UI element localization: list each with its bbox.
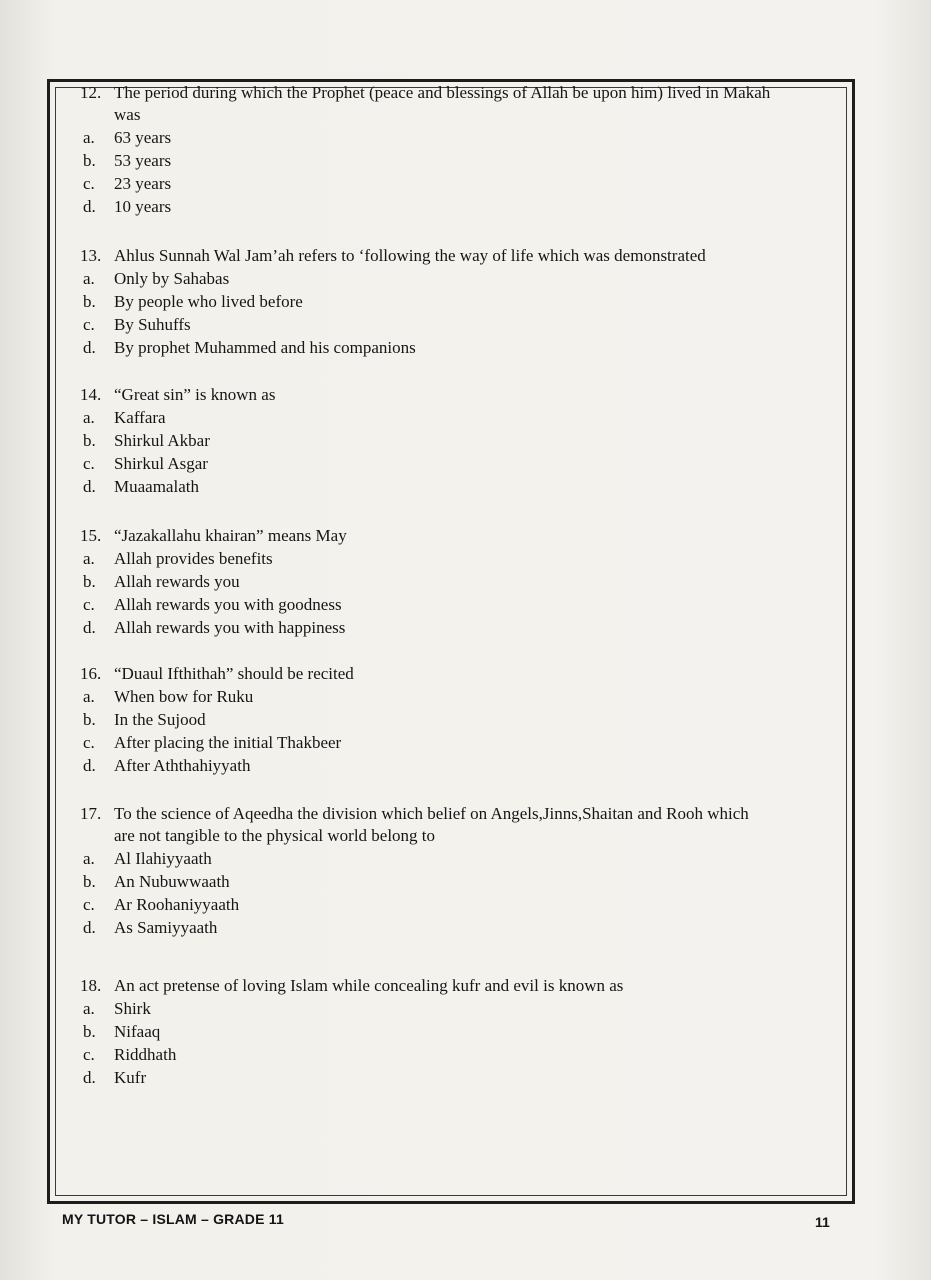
option-letter: d. [83,756,96,775]
option-letter: a. [83,687,95,706]
option-letter: c. [83,595,95,614]
option-b [80,1020,850,1043]
option-letter: d. [83,1068,96,1087]
option-text: Allah provides benefits [114,549,273,568]
option-letter: a. [83,128,95,147]
option-a [80,847,850,870]
option-text: 53 years [114,151,172,170]
option-b [80,570,850,593]
option-letter: c. [83,454,95,473]
option-a [80,997,850,1020]
option-letter: a. [83,408,95,427]
question-16 [80,662,850,777]
option-letter: d. [83,197,96,216]
question-text: An act pretense of loving Islam while concealing kufr and evil is known as [114,976,624,995]
option-text: Allah rewards you [114,572,240,591]
option-text: When bow for Ruku [114,687,254,706]
question-13 [80,244,850,359]
option-d [80,475,850,498]
question-number: 14. [80,385,102,404]
option-letter: c. [83,1045,95,1064]
option-text: Shirk [114,999,151,1018]
question-text: “Great sin” is known as [114,385,276,404]
option-text: Kufr [114,1068,147,1087]
option-letter: a. [83,549,95,568]
option-d [80,195,850,218]
option-b [80,290,850,313]
option-letter: d. [83,477,96,496]
option-d [80,754,850,777]
option-letter: b. [83,292,96,311]
option-letter: a. [83,999,95,1018]
option-letter: b. [83,151,96,170]
option-letter: c. [83,174,95,193]
option-letter: b. [83,572,96,591]
question-number: 15. [80,526,102,545]
option-letter: a. [83,269,95,288]
option-c [80,1043,850,1066]
page-number: 11 [815,1214,830,1230]
option-text: Allah rewards you with goodness [114,595,342,614]
question-number: 18. [80,976,102,995]
option-letter: b. [83,872,96,891]
question-text: “Duaul Ifthithah” should be recited [114,664,354,683]
option-a [80,267,850,290]
option-text: Ar Roohaniyyaath [114,895,240,914]
question-text: To the science of Aqeedha the division which belief on Angels,Jinns,Shaitan and Rooh which [114,804,749,823]
option-c [80,313,850,336]
option-letter: c. [83,895,95,914]
question-number: 12. [80,83,102,102]
option-d [80,336,850,359]
option-text: By prophet Muhammed and his companions [114,338,416,357]
option-text: As Samiyyaath [114,918,218,937]
option-text: 63 years [114,128,172,147]
option-b [80,429,850,452]
question-text: “Jazakallahu khairan” means May [114,526,347,545]
option-letter: b. [83,710,96,729]
option-text: By people who lived before [114,292,303,311]
option-text: Shirkul Akbar [114,431,210,450]
option-b [80,870,850,893]
option-c [80,593,850,616]
option-a [80,406,850,429]
option-letter: d. [83,618,96,637]
question-text-continued: are not tangible to the physical world belong to [114,826,436,845]
question-15 [80,524,850,639]
option-a [80,685,850,708]
question-number: 17. [80,804,102,823]
question-12 [80,81,850,218]
option-text: In the Sujood [114,710,206,729]
option-a [80,547,850,570]
option-letter: d. [83,338,96,357]
option-text: Nifaaq [114,1022,161,1041]
option-text: Kaffara [114,408,166,427]
question-number: 13. [80,246,102,265]
option-text: 10 years [114,197,172,216]
option-letter: c. [83,733,95,752]
option-letter: b. [83,431,96,450]
option-c [80,172,850,195]
option-d [80,616,850,639]
option-letter: a. [83,849,95,868]
option-text: After Aththahiyyath [114,756,251,775]
option-letter: b. [83,1022,96,1041]
footer-title: MY TUTOR – ISLAM – GRADE 11 [62,1211,284,1227]
option-text: After placing the initial Thakbeer [114,733,342,752]
option-d [80,1066,850,1089]
question-number: 16. [80,664,102,683]
question-text: The period during which the Prophet (peace and blessings of Allah be upon him) lived in Makah [114,83,771,102]
question-text: Ahlus Sunnah Wal Jam’ah refers to ‘following the way of life which was demonstrated [114,246,706,265]
option-text: Riddhath [114,1045,177,1064]
option-c [80,893,850,916]
question-text-continued: was [114,105,141,124]
option-a [80,126,850,149]
question-17 [80,802,850,939]
option-b [80,149,850,172]
option-letter: d. [83,918,96,937]
option-text: Al Ilahiyyaath [114,849,212,868]
option-c [80,452,850,475]
option-letter: c. [83,315,95,334]
option-text: Only by Sahabas [114,269,230,288]
option-text: Muaamalath [114,477,199,496]
option-text: Shirkul Asgar [114,454,208,473]
option-text: By Suhuffs [114,315,191,334]
option-text: Allah rewards you with happiness [114,618,346,637]
option-d [80,916,850,939]
option-text: An Nubuwwaath [114,872,230,891]
question-18 [80,974,850,1089]
option-c [80,731,850,754]
question-14 [80,383,850,498]
option-b [80,708,850,731]
option-text: 23 years [114,174,172,193]
